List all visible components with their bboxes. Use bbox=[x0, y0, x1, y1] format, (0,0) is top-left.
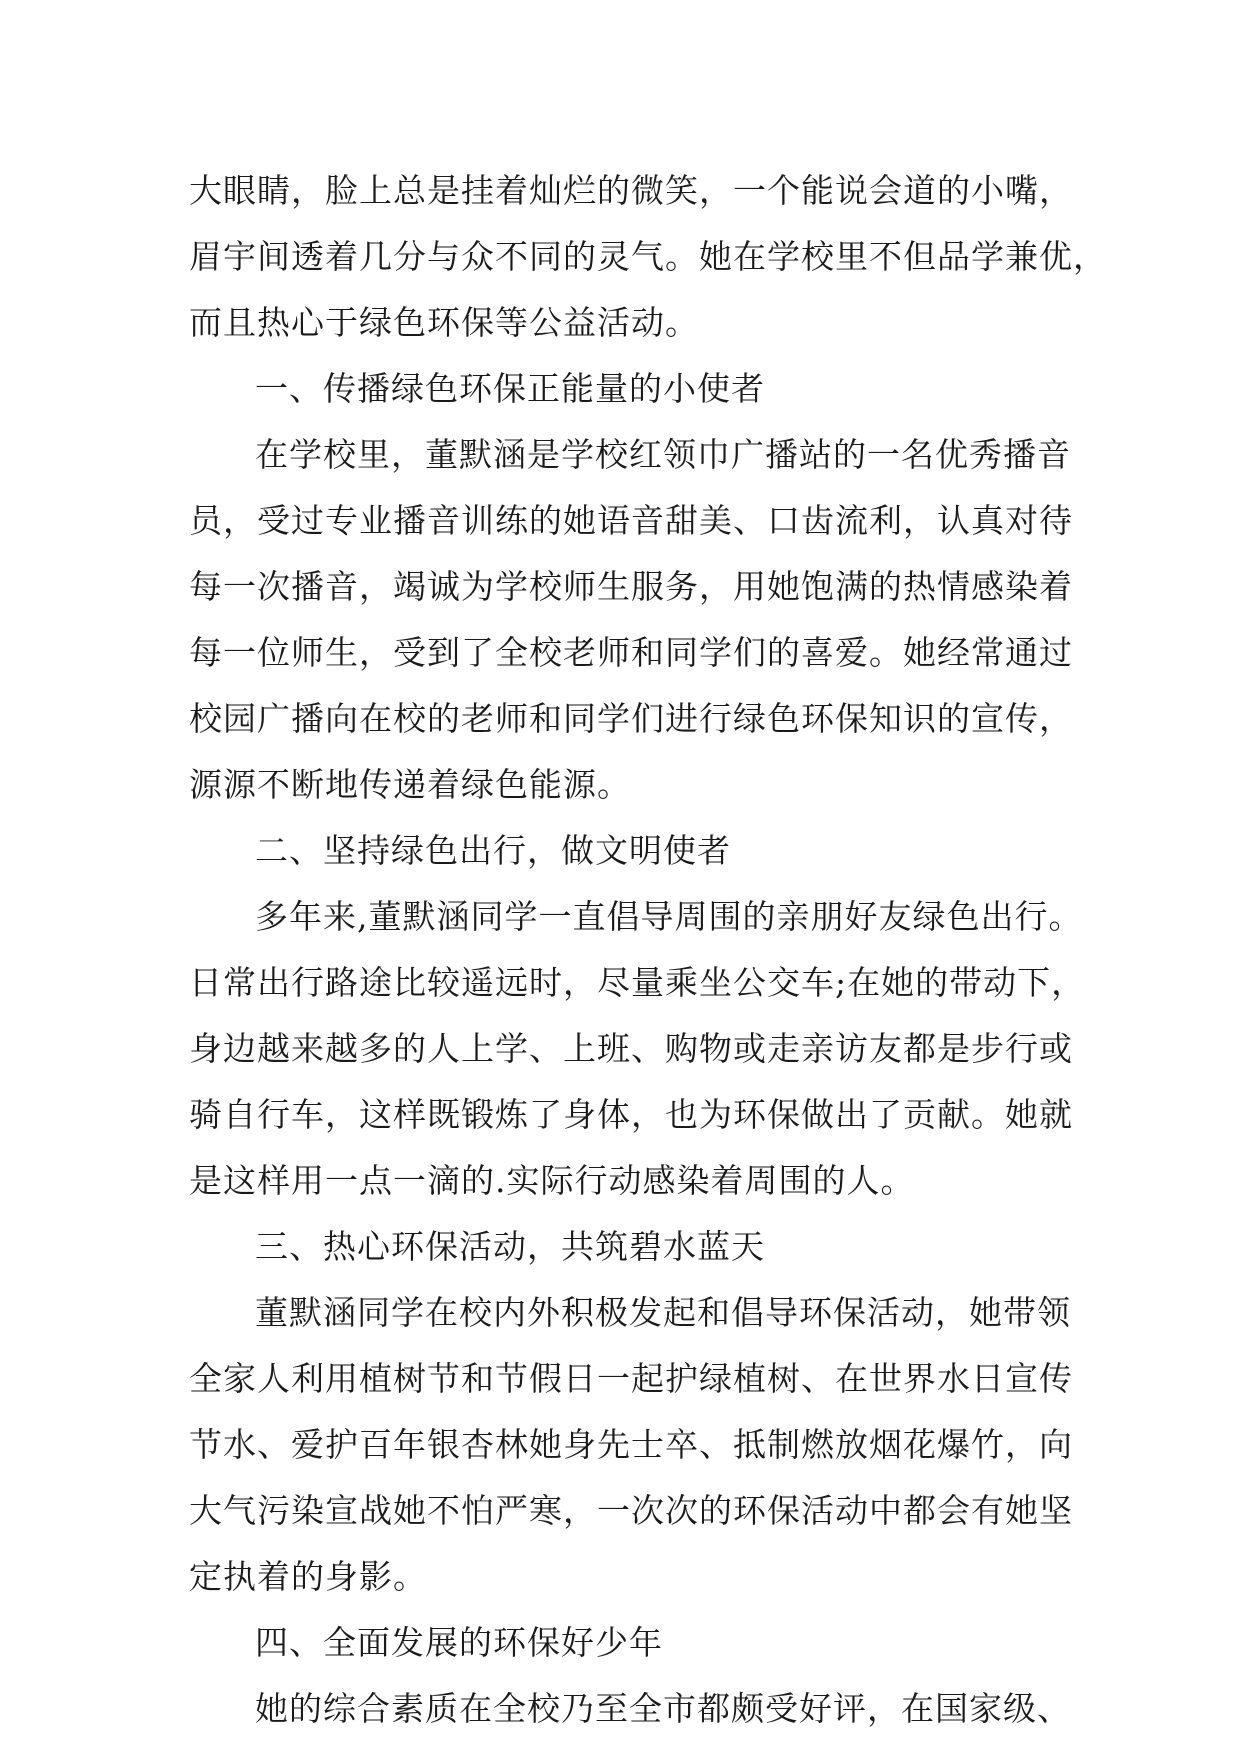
section-heading: 三、热心环保活动，共筑碧水蓝天 bbox=[255, 1227, 765, 1266]
text-line: 节水、爱护百年银杏林她身先士卒、抵制燃放烟花爆竹，向 bbox=[189, 1425, 1073, 1464]
text-line: 身边越来越多的人上学、上班、购物或走亲访友都是步行或 bbox=[189, 1029, 1073, 1068]
text-line: 员，受过专业播音训练的她语音甜美、口齿流利，认真对待 bbox=[189, 501, 1073, 540]
text-line: 多年来,董默涵同学一直倡导周围的亲朋好友绿色出行。 bbox=[255, 897, 1083, 936]
text-line: 全家人利用植树节和节假日一起护绿植树、在世界水日宣传 bbox=[189, 1359, 1073, 1398]
text-line: 她的综合素质在全校乃至全市都颇受好评，在国家级、 bbox=[255, 1689, 1071, 1728]
section-heading: 二、坚持绿色出行，做文明使者 bbox=[255, 831, 731, 870]
text-line: 日常出行路途比较遥远时，尽量乘坐公交车;在她的带动下， bbox=[189, 963, 1086, 1002]
text-line: 每一位师生，受到了全校老师和同学们的喜爱。她经常通过 bbox=[189, 633, 1073, 672]
text-line: 董默涵同学在校内外积极发起和倡导环保活动，她带领 bbox=[255, 1293, 1071, 1332]
text-line: 眉宇间透着几分与众不同的灵气。她在学校里不但品学兼优， bbox=[189, 237, 1107, 276]
text-line: 大气污染宣战她不怕严寒，一次次的环保活动中都会有她坚 bbox=[189, 1491, 1073, 1530]
text-line: 源源不断地传递着绿色能源。 bbox=[189, 765, 631, 804]
section-heading: 四、全面发展的环保好少年 bbox=[255, 1623, 663, 1662]
text-line: 校园广播向在校的老师和同学们进行绿色环保知识的宣传， bbox=[189, 699, 1073, 738]
body-text bbox=[189, 158, 1107, 1742]
text-line: 每一次播音，竭诚为学校师生服务，用她饱满的热情感染着 bbox=[189, 567, 1073, 606]
text-line: 而且热心于绿色环保等公益活动。 bbox=[189, 303, 699, 342]
text-line: 是这样用一点一滴的.实际行动感染着周围的人。 bbox=[189, 1161, 915, 1200]
text-line: 定执着的身影。 bbox=[189, 1557, 427, 1596]
text-line: 大眼睛，脸上总是挂着灿烂的微笑，一个能说会道的小嘴， bbox=[189, 171, 1073, 210]
section-heading: 一、传播绿色环保正能量的小使者 bbox=[255, 369, 765, 408]
text-line: 骑自行车，这样既锻炼了身体，也为环保做出了贡献。她就 bbox=[189, 1095, 1073, 1134]
text-line: 在学校里，董默涵是学校红领巾广播站的一名优秀播音 bbox=[255, 435, 1071, 474]
